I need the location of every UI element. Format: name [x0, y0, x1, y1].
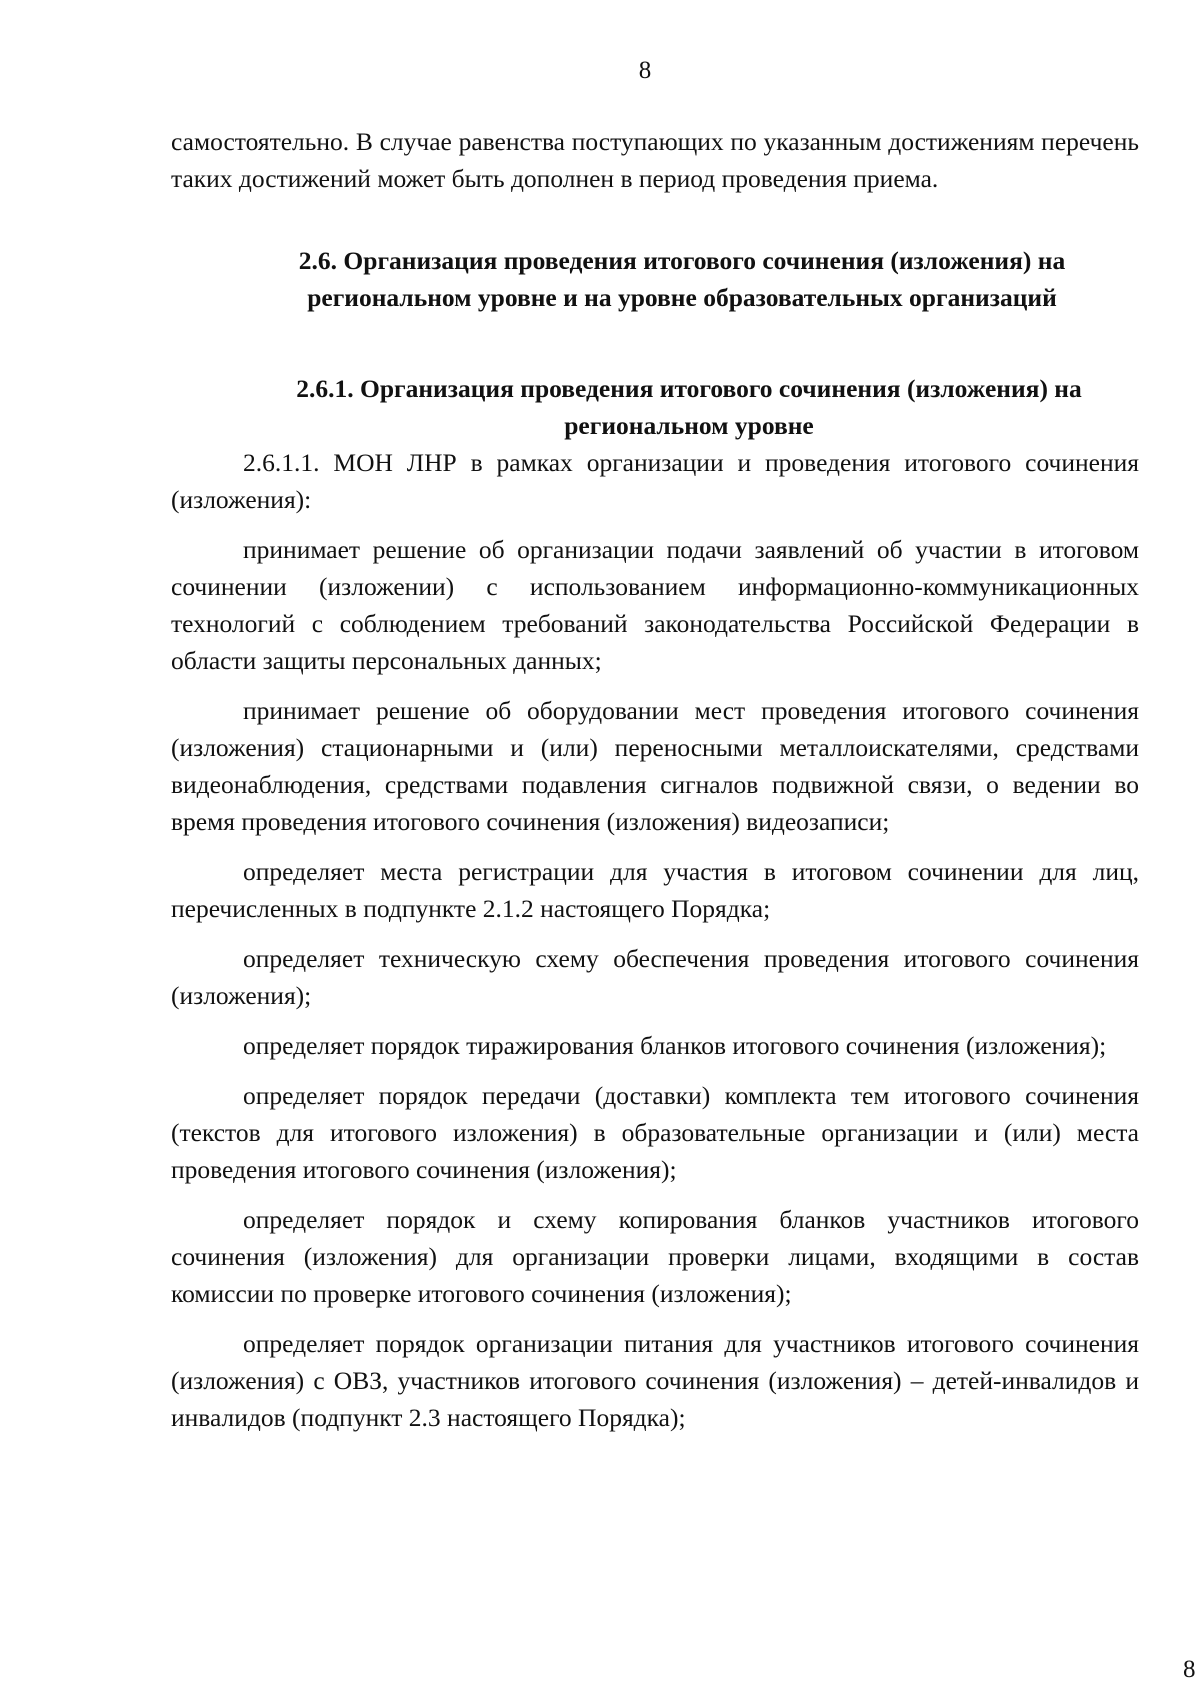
paragraph-item: принимает решение об оборудовании мест проведения итогового сочинения (изложения) стационарными и (или) переносными металлоискателями, средствами видеонаблюдения, средствами подавления сигналов подвижной связи, о ведении во время проведения итогового сочинения (изложения) видеозаписи; [171, 696, 1139, 836]
paragraph-item: определяет места регистрации для участия в итоговом сочинении для лиц, перечисленных в подпункте 2.1.2 настоящего Порядка; [171, 857, 1139, 923]
paragraph-item: определяет порядок организации питания для участников итогового сочинения (изложения) с ОВЗ, участников итогового сочинения (изложения) – детей-инвалидов и инвалидов (подпункт 2.3 настоящего Порядка); [171, 1329, 1139, 1432]
paragraph-item: определяет порядок тиражирования бланков итогового сочинения (изложения); [243, 1031, 1107, 1060]
intro-paragraph: самостоятельно. В случае равенства поступающих по указанным достижениям перечень таких достижений может быть дополнен в период проведения приема. [171, 127, 1139, 193]
paragraph-item: определяет порядок передачи (доставки) комплекта тем итогового сочинения (текстов для итогового изложения) в образовательные организации и (или) места проведения итогового сочинения (изложения); [171, 1081, 1139, 1184]
paragraph-item: определяет техническую схему обеспечения проведения итогового сочинения (изложения); [171, 944, 1139, 1010]
section-heading: 2.6. Организация проведения итогового сочинения (изложения) на региональном уровне и на уровне образовательных организаций [298, 246, 1066, 312]
paragraph-item: принимает решение об организации подачи заявлений об участии в итоговом сочинении (изложении) с использованием информационно-коммуникационных технологий с соблюдением требований законодательства Российской Федерации в области защиты персональных данных; [171, 535, 1139, 675]
paragraph-clause: 2.6.1.1. МОН ЛНР в рамках организации и проведения итогового сочинения (изложения): [171, 448, 1139, 514]
document-body [171, 123, 1139, 1436]
corner-page-mark: 8 [1183, 1656, 1196, 1683]
paragraph-item: определяет порядок и схему копирования бланков участников итогового сочинения (изложения) для организации проверки лицами, входящими в состав комиссии по проверке итогового сочинения (изложения); [171, 1205, 1139, 1308]
subsection-heading: 2.6.1. Организация проведения итогового сочинения (изложения) на региональном уровне [296, 374, 1082, 440]
page-number: 8 [638, 57, 652, 84]
